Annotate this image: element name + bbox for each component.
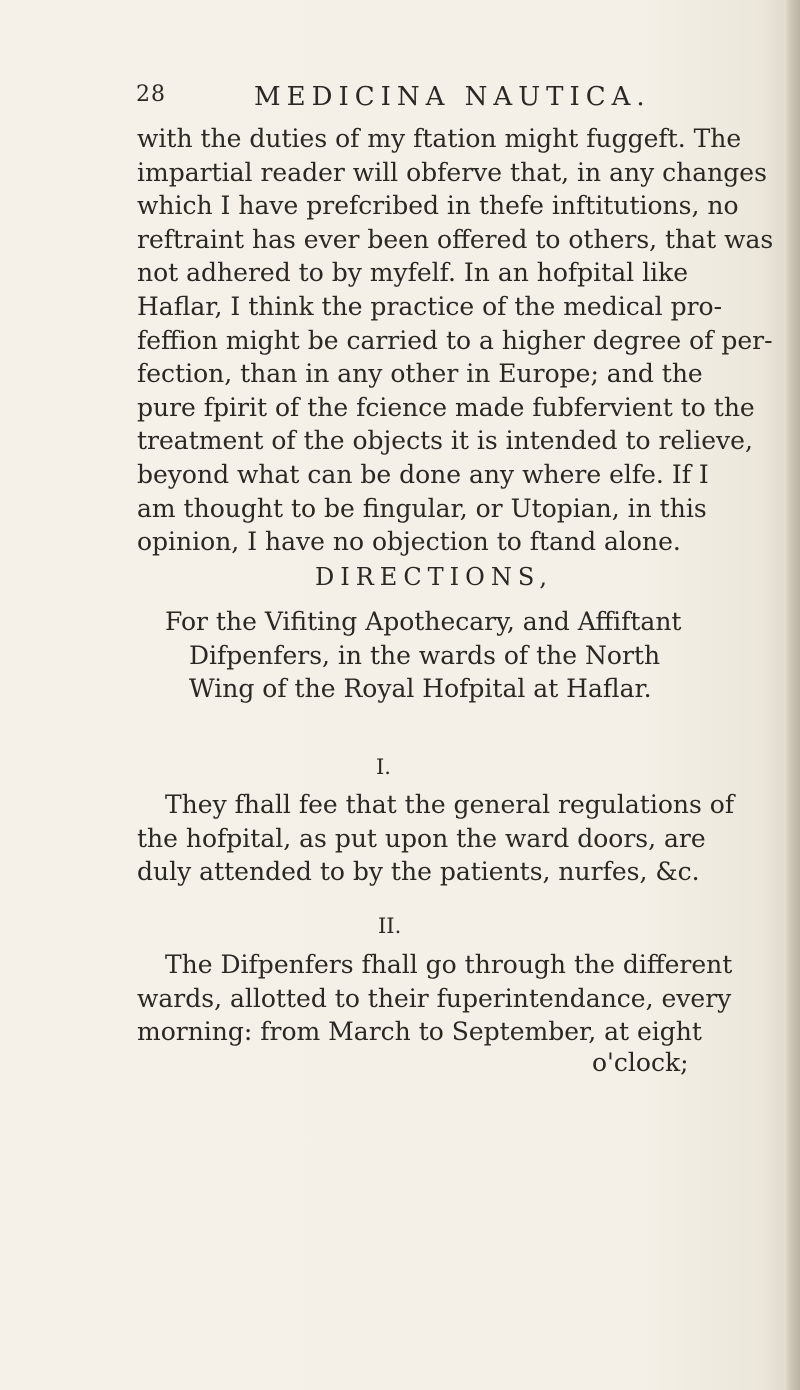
subtitle-line: Wing of the Royal Hofpital at Haflar. <box>189 674 652 703</box>
text-line: impartial reader will obferve that, in any changes <box>137 157 767 187</box>
text-line: pure fpirit of the fcience made fubfervient to the <box>137 392 755 422</box>
text-line: duly attended to by the patients, nurfes, &c. <box>137 857 700 886</box>
section-paragraph <box>137 948 733 1049</box>
text-line: beyond what can be done any where elfe. If I <box>137 459 709 489</box>
text-line: with the duties of my ftation might fuggeft. The <box>137 124 742 153</box>
text-line: treatment of the objects it is intended to relieve, <box>137 426 753 456</box>
text-line: Haflar, I think the practice of the medical pro- <box>137 291 723 321</box>
text-line: fection, than in any other in Europe; and the <box>137 359 703 389</box>
page-edge <box>784 0 800 1390</box>
text-line: morning: from March to September, at eight <box>137 1017 702 1046</box>
text-line: which I have prefcribed in thefe inftitutions, no <box>137 191 739 221</box>
text-line: am thought to be fingular, or Utopian, in this <box>137 493 707 523</box>
section-paragraph <box>137 788 735 889</box>
directions-heading: DIRECTIONS, <box>315 563 554 591</box>
running-head <box>136 82 676 112</box>
directions-subtitle <box>137 605 697 706</box>
text-line: not adhered to by myfelf. In an hofpital like <box>137 258 689 288</box>
subtitle-line: Difpenfers, in the wards of the North <box>189 640 661 670</box>
section-number: II. <box>378 914 402 938</box>
subtitle-line: For the Vifiting Apothecary, and Affiftant <box>165 607 682 636</box>
text-line: wards, allotted to their fuperintendance, every <box>137 983 732 1013</box>
text-line: the hofpital, as put upon the ward doors, are <box>137 823 706 853</box>
catchword: o'clock; <box>592 1048 689 1077</box>
page-number: 28 <box>136 82 166 107</box>
intro-paragraph <box>137 122 774 559</box>
text-line: They fhall fee that the general regulations of <box>165 790 735 819</box>
text-line: feffion might be carried to a higher degree of per- <box>137 325 773 355</box>
text-line: reftraint has ever been offered to others, that was <box>137 224 774 254</box>
text-line: The Difpenfers fhall go through the different <box>165 950 733 979</box>
running-title: MEDICINA NAUTICA. <box>254 82 651 112</box>
section-number: I. <box>376 755 391 779</box>
text-line: opinion, I have no objection to ftand alone. <box>137 527 681 557</box>
